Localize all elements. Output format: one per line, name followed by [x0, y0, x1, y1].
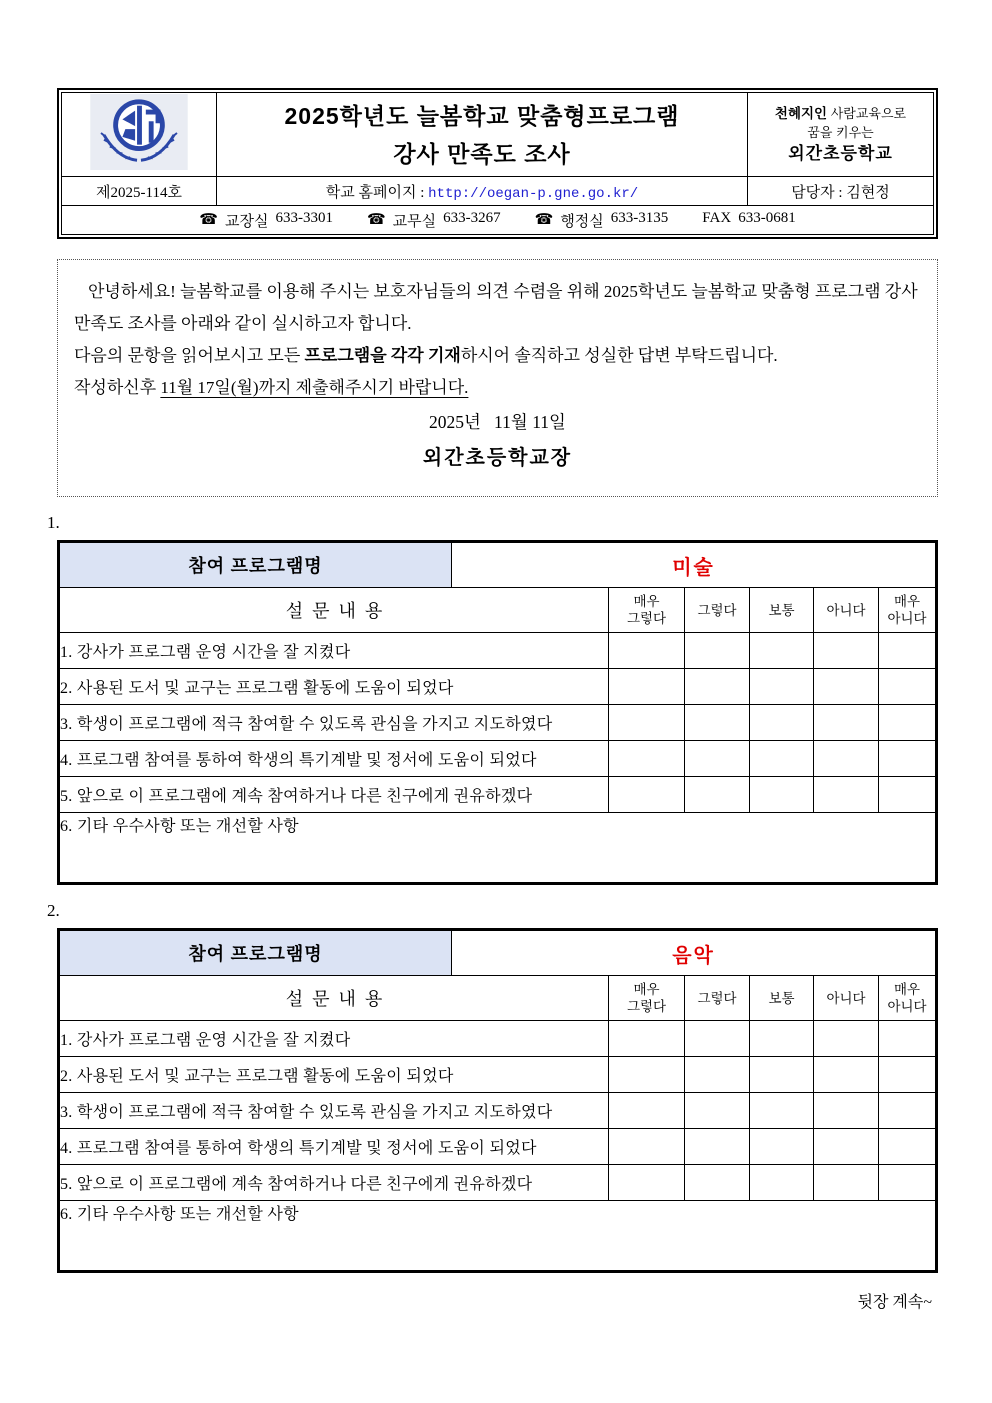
answer-cell[interactable]	[609, 1057, 685, 1093]
answer-cell[interactable]	[609, 777, 685, 813]
phone-icon: ☎	[366, 211, 386, 228]
answer-cell[interactable]	[685, 669, 750, 705]
fax-number: FAX 633-0681	[702, 209, 796, 226]
answer-cell[interactable]	[814, 741, 879, 777]
program-name-art: 미술	[452, 542, 937, 588]
answer-cell[interactable]	[609, 1129, 685, 1165]
answer-cell[interactable]	[879, 1021, 937, 1057]
answer-cell[interactable]	[814, 1165, 879, 1201]
phone-academic: ☎ 교무실 633-3267	[366, 209, 501, 230]
survey-table-1	[57, 540, 938, 885]
motto-emphasis: 천혜지인	[774, 105, 828, 121]
title-line-1: 2025학년도 늘봄학교 맞춤형프로그램	[284, 102, 680, 129]
question-4: 4. 프로그램 참여를 통하여 학생의 특기계발 및 정서에 도움이 되었다	[59, 741, 609, 777]
contact-row	[62, 206, 934, 235]
answer-cell[interactable]	[685, 777, 750, 813]
phone-icon: ☎	[199, 211, 218, 228]
question-1: 1. 강사가 프로그램 운영 시간을 잘 지켰다	[59, 1021, 609, 1057]
answer-cell[interactable]	[814, 669, 879, 705]
question-5: 5. 앞으로 이 프로그램에 계속 참여하거나 다른 친구에게 권유하겠다	[59, 1165, 609, 1201]
rating-header-disagree: 아니다	[814, 976, 879, 1021]
rating-header-strongly-agree: 매우 그렇다	[609, 588, 685, 633]
answer-cell[interactable]	[685, 1057, 750, 1093]
answer-cell[interactable]	[685, 705, 750, 741]
answer-cell[interactable]	[609, 633, 685, 669]
answer-cell[interactable]	[814, 705, 879, 741]
answer-cell[interactable]	[750, 1021, 814, 1057]
content-header: 설 문 내 용	[59, 588, 609, 633]
answer-cell[interactable]	[879, 1129, 937, 1165]
question-6[interactable]: 6. 기타 우수사항 또는 개선할 사항	[59, 1201, 937, 1272]
logo-cell	[62, 93, 217, 177]
document-number: 제2025-114호	[62, 177, 217, 206]
continued-note: 뒷장 계속~	[857, 1294, 932, 1311]
answer-cell[interactable]	[750, 1057, 814, 1093]
answer-cell[interactable]	[685, 633, 750, 669]
phone-principal: ☎ 교장실 633-3301	[199, 209, 333, 230]
answer-cell[interactable]	[879, 705, 937, 741]
answer-cell[interactable]	[879, 1165, 937, 1201]
answer-cell[interactable]	[879, 1093, 937, 1129]
rating-header-neutral: 보통	[750, 976, 814, 1021]
section-number-1: 1.	[47, 513, 60, 532]
answer-cell[interactable]	[750, 669, 814, 705]
section-number-2: 2.	[47, 901, 60, 920]
answer-cell[interactable]	[609, 1021, 685, 1057]
answer-cell[interactable]	[814, 1129, 879, 1165]
school-logo-emblem	[90, 94, 188, 170]
rating-header-disagree: 아니다	[814, 588, 879, 633]
answer-cell[interactable]	[879, 741, 937, 777]
question-4: 4. 프로그램 참여를 통하여 학생의 특기계발 및 정서에 도움이 되었다	[59, 1129, 609, 1165]
issue-date: 2025년 11월 11일	[429, 412, 566, 432]
question-2: 2. 사용된 도서 및 교구는 프로그램 활동에 도움이 되었다	[59, 669, 609, 705]
answer-cell[interactable]	[685, 741, 750, 777]
answer-cell[interactable]	[685, 1165, 750, 1201]
rating-header-strongly-agree: 매우 그렇다	[609, 976, 685, 1021]
answer-cell[interactable]	[879, 1057, 937, 1093]
document-title	[217, 93, 748, 177]
phone-admin: ☎ 행정실 633-3135	[534, 209, 669, 230]
answer-cell[interactable]	[879, 669, 937, 705]
answer-cell[interactable]	[685, 1129, 750, 1165]
answer-cell[interactable]	[750, 777, 814, 813]
answer-cell[interactable]	[609, 669, 685, 705]
program-name-music: 음악	[452, 930, 937, 976]
answer-cell[interactable]	[685, 1021, 750, 1057]
school-motto	[748, 93, 934, 177]
question-1: 1. 강사가 프로그램 운영 시간을 잘 지켰다	[59, 633, 609, 669]
intro-notice	[57, 259, 938, 497]
answer-cell[interactable]	[750, 1129, 814, 1165]
question-3: 3. 학생이 프로그램에 적극 참여할 수 있도록 관심을 가지고 지도하였다	[59, 705, 609, 741]
answer-cell[interactable]	[814, 777, 879, 813]
answer-cell[interactable]	[814, 1057, 879, 1093]
motto-text: 사람교육으로	[827, 105, 907, 121]
rating-header-neutral: 보통	[750, 588, 814, 633]
question-6[interactable]: 6. 기타 우수사항 또는 개선할 사항	[59, 813, 937, 884]
answer-cell[interactable]	[879, 777, 937, 813]
program-label: 참여 프로그램명	[59, 930, 452, 976]
answer-cell[interactable]	[750, 1165, 814, 1201]
answer-cell[interactable]	[609, 1165, 685, 1201]
answer-cell[interactable]	[814, 1093, 879, 1129]
question-2: 2. 사용된 도서 및 교구는 프로그램 활동에 도움이 되었다	[59, 1057, 609, 1093]
rating-header-agree: 그렇다	[685, 976, 750, 1021]
phone-icon: ☎	[534, 211, 554, 228]
homepage-label: 학교 홈페이지 :	[325, 184, 429, 201]
intro-paragraph-2: 다음의 문항을 읽어보시고 모든 프로그램을 각각 기재하시어 솔직하고 성실한 답변 부탁드립니다.	[74, 346, 778, 365]
deadline-underlined: 11월 17일(월)까지 제출해주시기 바랍니다.	[160, 378, 469, 397]
title-line-2: 강사 만족도 조사	[393, 140, 571, 167]
answer-cell[interactable]	[609, 705, 685, 741]
document-page	[47, 0, 938, 1312]
intro-paragraph-1: 안녕하세요! 늘봄학교를 이용해 주시는 보호자님들의 의견 수렴을 위해 2025학년도 늘봄학교 맞춤형 프로그램 강사 만족도 조사를 아래와 같이 실시하고자 합니다.	[74, 282, 918, 333]
answer-cell[interactable]	[814, 633, 879, 669]
letterhead	[57, 88, 938, 239]
rating-header-strongly-disagree: 매우 아니다	[879, 588, 937, 633]
answer-cell[interactable]	[609, 1093, 685, 1129]
homepage-link[interactable]: http://oegan-p.gne.go.kr/	[428, 185, 639, 202]
question-3: 3. 학생이 프로그램에 적극 참여할 수 있도록 관심을 가지고 지도하였다	[59, 1093, 609, 1129]
survey-table-2	[57, 928, 938, 1273]
program-label: 참여 프로그램명	[59, 542, 452, 588]
intro-bold-phrase: 프로그램을 각각 기재	[304, 346, 461, 365]
motto-line-2: 꿈을 키우는	[807, 124, 874, 140]
rating-header-agree: 그렇다	[685, 588, 750, 633]
answer-cell[interactable]	[814, 1021, 879, 1057]
answer-cell[interactable]	[750, 705, 814, 741]
answer-cell[interactable]	[750, 741, 814, 777]
issuer-signature: 외간초등학교장	[422, 447, 573, 469]
answer-cell[interactable]	[750, 1093, 814, 1129]
manager-name: 담당자 : 김현정	[748, 177, 934, 206]
answer-cell[interactable]	[685, 1093, 750, 1129]
question-5: 5. 앞으로 이 프로그램에 계속 참여하거나 다른 친구에게 권유하겠다	[59, 777, 609, 813]
homepage-cell	[217, 177, 748, 206]
school-name: 외간초등학교	[788, 143, 893, 163]
answer-cell[interactable]	[879, 633, 937, 669]
intro-paragraph-3: 작성하신후 11월 17일(월)까지 제출해주시기 바랍니다.	[74, 378, 469, 397]
rating-header-strongly-disagree: 매우 아니다	[879, 976, 937, 1021]
answer-cell[interactable]	[609, 741, 685, 777]
answer-cell[interactable]	[750, 633, 814, 669]
content-header: 설 문 내 용	[59, 976, 609, 1021]
